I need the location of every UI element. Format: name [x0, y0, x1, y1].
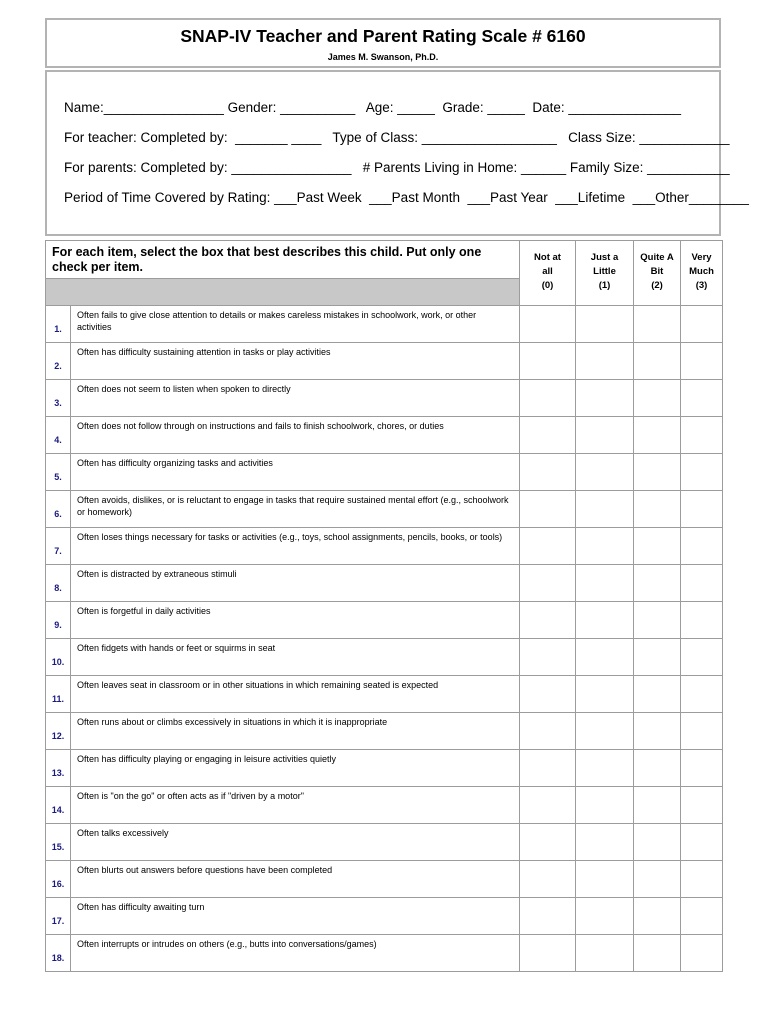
rating-box-2[interactable]: [634, 343, 681, 380]
rating-box-2[interactable]: [634, 898, 681, 935]
rating-box-3[interactable]: [681, 380, 723, 417]
table-row: [46, 935, 723, 972]
rating-box-3[interactable]: [681, 491, 723, 528]
rating-box-3[interactable]: [681, 898, 723, 935]
rating-box-3[interactable]: [681, 676, 723, 713]
rating-box-1[interactable]: [576, 750, 634, 787]
col-just-a-little: [576, 241, 634, 306]
item-text: Often does not seem to listen when spoken to directly: [71, 380, 520, 417]
table-row: [46, 639, 723, 676]
rating-box-2[interactable]: [634, 787, 681, 824]
item-number-label: 9.: [54, 620, 62, 630]
item-number: [46, 824, 71, 861]
rating-box-1[interactable]: [576, 417, 634, 454]
table-row: [46, 565, 723, 602]
col-label-3: (1): [598, 280, 611, 291]
rating-box-0[interactable]: [520, 602, 576, 639]
item-text: Often is distracted by extraneous stimuli: [71, 565, 520, 602]
item-number-label: 1.: [54, 324, 62, 334]
rating-box-0[interactable]: [520, 417, 576, 454]
rating-box-1[interactable]: [576, 528, 634, 565]
item-number: [46, 713, 71, 750]
item-number: [46, 306, 71, 343]
item-text: Often leaves seat in classroom or in other situations in which remaining seated is expected: [71, 676, 520, 713]
col-label-2: Bit: [650, 266, 664, 277]
rating-box-2[interactable]: [634, 750, 681, 787]
table-row: [46, 824, 723, 861]
rating-box-1[interactable]: [576, 491, 634, 528]
item-text: Often does not follow through on instructions and fails to finish schoolwork, chores, or duties: [71, 417, 520, 454]
item-text: Often is forgetful in daily activities: [71, 602, 520, 639]
rating-box-0[interactable]: [520, 454, 576, 491]
rating-box-0[interactable]: [520, 713, 576, 750]
form-author: James M. Swanson, Ph.D.: [327, 52, 439, 62]
table-row: [46, 602, 723, 639]
rating-box-2[interactable]: [634, 676, 681, 713]
rating-box-0[interactable]: [520, 750, 576, 787]
info-line-name[interactable]: Name:________________ Gender: __________ Age: _____ Grade: _____ Date: _______________: [64, 100, 682, 115]
item-number-label: 10.: [51, 657, 65, 667]
rating-box-1[interactable]: [576, 639, 634, 676]
rating-box-1[interactable]: [576, 935, 634, 972]
rating-box-0[interactable]: [520, 935, 576, 972]
table-row: [46, 713, 723, 750]
rating-box-1[interactable]: [576, 824, 634, 861]
item-number: [46, 639, 71, 676]
table-row: [46, 528, 723, 565]
item-number: [46, 565, 71, 602]
item-number: [46, 417, 71, 454]
rating-box-0[interactable]: [520, 491, 576, 528]
table-row: [46, 491, 723, 528]
rating-box-2[interactable]: [634, 602, 681, 639]
col-label-3: (0): [541, 280, 554, 291]
rating-box-0[interactable]: [520, 565, 576, 602]
item-number-label: 12.: [51, 731, 65, 741]
item-number: [46, 454, 71, 491]
table-row: [46, 380, 723, 417]
rating-box-3[interactable]: [681, 861, 723, 898]
col-label-2: Much: [689, 266, 714, 277]
item-number: [46, 491, 71, 528]
item-text: Often runs about or climbs excessively in situations in which it is inappropriate: [71, 713, 520, 750]
item-number-label: 2.: [54, 361, 62, 371]
title-box: [45, 18, 721, 68]
col-quite-a-bit: [634, 241, 681, 306]
table-row: [46, 750, 723, 787]
rating-box-1[interactable]: [576, 713, 634, 750]
col-label-3: (2): [651, 280, 663, 291]
info-line-parents[interactable]: For parents: Completed by: ________________ # Parents Living in Home: ______ Family Size: ___________: [64, 160, 730, 175]
item-number-label: 18.: [51, 953, 65, 963]
rating-box-1[interactable]: [576, 602, 634, 639]
item-number-label: 8.: [54, 583, 62, 593]
table-row: [46, 417, 723, 454]
rating-box-1[interactable]: [576, 898, 634, 935]
table-row: [46, 861, 723, 898]
rating-box-3[interactable]: [681, 417, 723, 454]
table-row: [46, 454, 723, 491]
item-number: [46, 602, 71, 639]
item-number: [46, 898, 71, 935]
item-text: Often loses things necessary for tasks or activities (e.g., toys, school assignments, pencils, books, or tools): [71, 528, 520, 565]
col-very-much: [681, 241, 723, 306]
item-number-label: 16.: [51, 879, 65, 889]
rating-box-3[interactable]: [681, 602, 723, 639]
item-number-label: 5.: [54, 472, 62, 482]
rating-box-3[interactable]: [681, 454, 723, 491]
rating-box-1[interactable]: [576, 787, 634, 824]
table-row: [46, 787, 723, 824]
item-number: [46, 528, 71, 565]
item-text: Often has difficulty awaiting turn: [71, 898, 520, 935]
rating-box-0[interactable]: [520, 528, 576, 565]
rating-box-2[interactable]: [634, 639, 681, 676]
instruction-text: For each item, select the box that best describes this child. Put only one check per item.: [46, 241, 520, 279]
item-text: Often has difficulty organizing tasks and activities: [71, 454, 520, 491]
rating-box-2[interactable]: [634, 861, 681, 898]
rating-box-0[interactable]: [520, 787, 576, 824]
rating-box-0[interactable]: [520, 824, 576, 861]
rating-box-2[interactable]: [634, 528, 681, 565]
col-label-1: Very: [691, 252, 712, 263]
rating-box-1[interactable]: [576, 861, 634, 898]
item-number-label: 17.: [51, 916, 65, 926]
rating-box-0[interactable]: [520, 639, 576, 676]
rating-box-2[interactable]: [634, 380, 681, 417]
rating-box-0[interactable]: [520, 898, 576, 935]
table-row: [46, 306, 723, 343]
item-number-label: 4.: [54, 435, 62, 445]
item-number-label: 13.: [51, 768, 65, 778]
item-number: [46, 750, 71, 787]
rating-box-2[interactable]: [634, 935, 681, 972]
header-row: [46, 241, 723, 279]
rating-box-1[interactable]: [576, 306, 634, 343]
col-label-3: (3): [695, 280, 708, 291]
item-number-label: 14.: [51, 805, 65, 815]
item-number: [46, 343, 71, 380]
rating-box-1[interactable]: [576, 676, 634, 713]
form-title: SNAP-IV Teacher and Parent Rating Scale # 6160: [180, 26, 586, 46]
col-label-1: Not at: [534, 252, 561, 263]
col-label-1: Quite A: [640, 252, 674, 263]
info-line-teacher[interactable]: For teacher: Completed by: _______ ____ Type of Class: __________________ Class Size: ____________: [64, 130, 730, 145]
rating-box-0[interactable]: [520, 343, 576, 380]
info-line-period[interactable]: Period of Time Covered by Rating: ___Past Week ___Past Month ___Past Year ___Lifetime ___Other________: [64, 190, 749, 205]
rating-box-2[interactable]: [634, 306, 681, 343]
item-text: Often is "on the go" or often acts as if "driven by a motor": [71, 787, 520, 824]
rating-box-3[interactable]: [681, 343, 723, 380]
col-not-at-all: [520, 241, 576, 306]
rating-box-0[interactable]: [520, 861, 576, 898]
rating-box-1[interactable]: [576, 565, 634, 602]
rating-box-2[interactable]: [634, 824, 681, 861]
table-row: [46, 898, 723, 935]
rating-box-2[interactable]: [634, 713, 681, 750]
rating-box-3[interactable]: [681, 306, 723, 343]
gray-band: [46, 279, 520, 306]
rating-box-1[interactable]: [576, 380, 634, 417]
info-box: [45, 70, 749, 236]
item-number: [46, 676, 71, 713]
rating-box-3[interactable]: [681, 639, 723, 676]
col-label-2: Little: [593, 266, 616, 277]
item-text: Often fidgets with hands or feet or squirms in seat: [71, 639, 520, 676]
item-number-label: 3.: [54, 398, 62, 408]
item-text: Often fails to give close attention to details or makes careless mistakes in schoolwork, work, or other activities: [71, 306, 520, 343]
item-number: [46, 861, 71, 898]
rating-box-2[interactable]: [634, 491, 681, 528]
rating-box-1[interactable]: [576, 454, 634, 491]
rating-box-2[interactable]: [634, 417, 681, 454]
rating-box-3[interactable]: [681, 750, 723, 787]
rating-box-2[interactable]: [634, 565, 681, 602]
rating-box-0[interactable]: [520, 380, 576, 417]
col-label-2: all: [542, 266, 553, 277]
item-number: [46, 787, 71, 824]
item-text: Often has difficulty playing or engaging in leisure activities quietly: [71, 750, 520, 787]
rating-box-3[interactable]: [681, 824, 723, 861]
item-number-label: 6.: [54, 509, 62, 519]
rating-box-2[interactable]: [634, 454, 681, 491]
item-text: Often avoids, dislikes, or is reluctant to engage in tasks that require sustained mental effort (e.g., schoolwork or homework): [71, 491, 520, 528]
item-number-label: 7.: [54, 546, 62, 556]
rating-box-3[interactable]: [681, 713, 723, 750]
rating-box-1[interactable]: [576, 343, 634, 380]
col-label-1: Just a: [590, 252, 619, 263]
rating-box-3[interactable]: [681, 935, 723, 972]
item-text: Often blurts out answers before questions have been completed: [71, 861, 520, 898]
rating-table: [45, 240, 723, 972]
item-number: [46, 380, 71, 417]
table-row: [46, 676, 723, 713]
item-text: Often talks excessively: [71, 824, 520, 861]
table-row: [46, 343, 723, 380]
rating-box-3[interactable]: [681, 565, 723, 602]
rating-box-3[interactable]: [681, 528, 723, 565]
item-number-label: 11.: [51, 694, 64, 704]
item-number: [46, 935, 71, 972]
rating-box-0[interactable]: [520, 306, 576, 343]
item-number-label: 15.: [51, 842, 65, 852]
rating-box-0[interactable]: [520, 676, 576, 713]
item-text: Often has difficulty sustaining attention in tasks or play activities: [71, 343, 520, 380]
rating-box-3[interactable]: [681, 787, 723, 824]
item-text: Often interrupts or intrudes on others (e.g., butts into conversations/games): [71, 935, 520, 972]
